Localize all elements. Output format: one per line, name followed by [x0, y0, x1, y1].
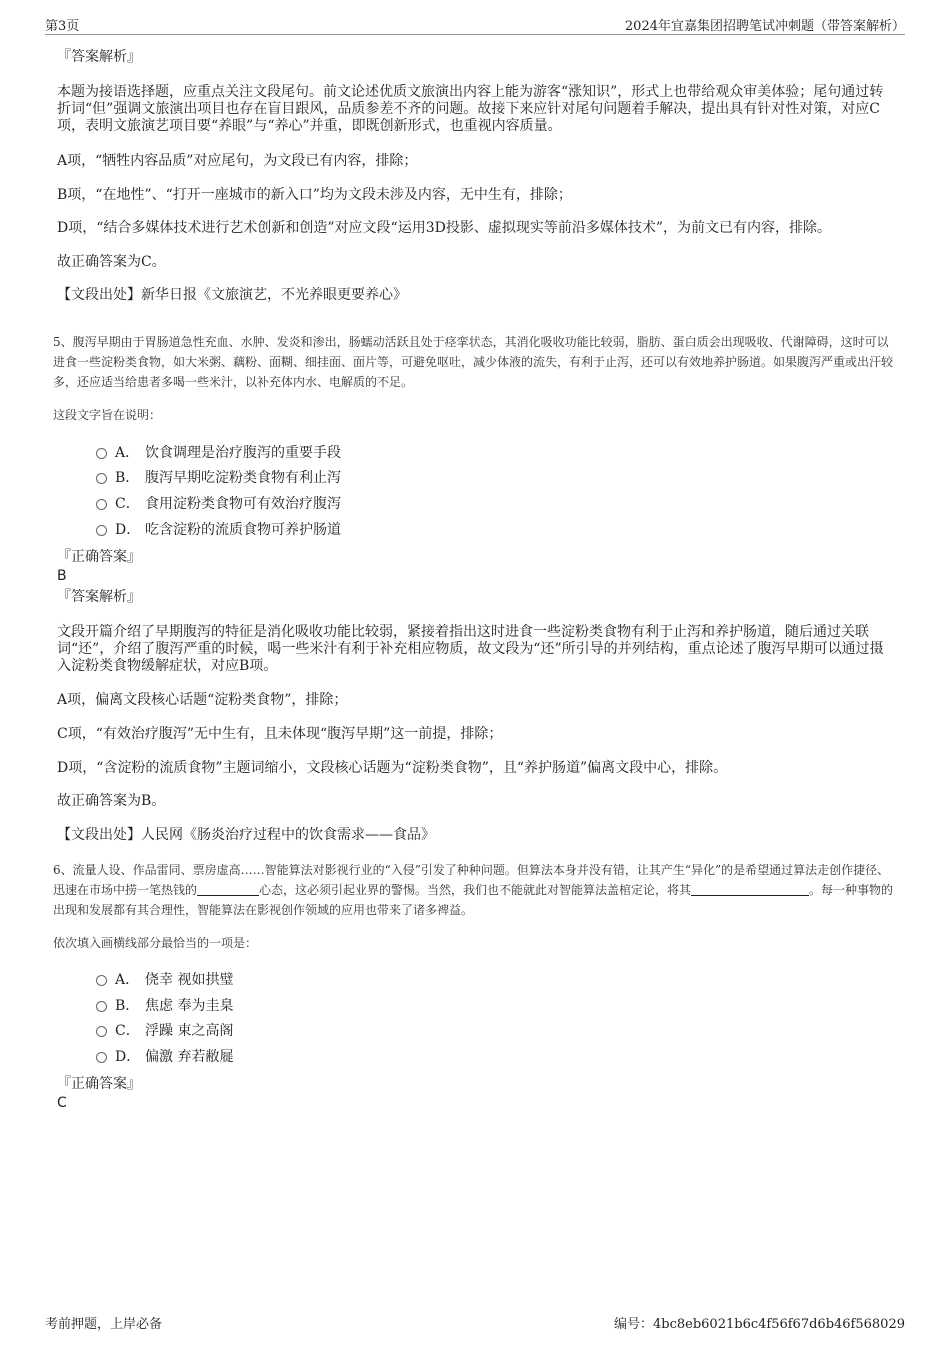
q5-source: 【文段出处】人民网《肠炎治疗过程中的饮食需求——食品》 — [57, 827, 435, 843]
option-text: 浮躁 束之高阁 — [145, 1023, 234, 1039]
fill-blank-1 — [197, 882, 259, 896]
page-number: 第3页 — [45, 19, 80, 34]
option-letter: A． — [115, 445, 140, 461]
q5-analysis: 文段开篇介绍了早期腹泻的特征是消化吸收功能比较弱，紧接着指出这时进食一些淀粉类食物有利于止泻和养护肠道，随后通过关联词“还”，介绍了腹泻严重的时候，喝一些米汁有利于补充相应物质，故文段为“还”所引导的并列结构，重点论述了腹泻早期可以通过摄入淀粉类食物缓解症状，对应B项。 — [57, 624, 884, 674]
option-text: 偏激 弃若敝屣 — [145, 1049, 234, 1065]
radio-icon[interactable] — [96, 448, 107, 459]
option-text: 吃含淀粉的流质食物可养护肠道 — [145, 522, 341, 538]
q6-option-c[interactable] — [96, 1022, 233, 1040]
q6-option-b[interactable] — [96, 997, 233, 1015]
q4-option-d-analysis: D项，“结合多媒体技术进行艺术创新和创造”对应文段“运用3D投影、虚拟现实等前沿多媒体技术”，为前文已有内容，排除。 — [57, 220, 831, 236]
q5-option-c[interactable] — [96, 495, 341, 513]
option-letter: D． — [115, 1049, 141, 1065]
document-title: 2024年宜嘉集团招聘笔试冲刺题（带答案解析） — [624, 19, 905, 34]
radio-icon[interactable] — [96, 1026, 107, 1037]
q4-conclusion: 故正确答案为C。 — [57, 254, 166, 270]
q5-option-a-analysis: A项，偏离文段核心话题“淀粉类食物”，排除； — [57, 692, 348, 708]
q6-stem-part3: 。每一种事物的出现和发展都有其合理性，智能算法在影视创作领域的应用也带来了诸多裨益。 — [53, 883, 894, 917]
option-text: 焦虑 奉为圭臬 — [145, 998, 234, 1014]
q6-stem — [53, 860, 898, 920]
fill-blank-2 — [691, 882, 809, 896]
q5-prompt: 这段文字旨在说明： — [53, 408, 162, 422]
q6-stem-part2: 心态，这必须引起业界的警惕。当然，我们也不能就此对智能算法盖棺定论，将其 — [259, 883, 692, 897]
q6-stem-part1: 6、流量人设、作品雷同、票房虚高……智能算法对影视行业的“入侵”引发了种种问题。但算法本身并没有错，让其产生“异化”的是希望通过算法走创作捷径、迅速在市场中捞一笔热钱的 — [53, 863, 890, 897]
q5-option-a[interactable] — [96, 444, 341, 462]
q4-option-a-analysis: A项，“牺牲内容品质”对应尾句，为文段已有内容，排除； — [57, 153, 418, 169]
radio-icon[interactable] — [96, 1052, 107, 1063]
q5-option-c-analysis: C项，“有效治疗腹泻”无中生有，且未体现“腹泻早期”这一前提，排除； — [57, 726, 503, 742]
q5-answer: B — [57, 568, 67, 584]
radio-icon[interactable] — [96, 499, 107, 510]
q4-source: 【文段出处】新华日报《文旅演艺，不光养眼更要养心》 — [57, 287, 407, 303]
q6-option-a[interactable] — [96, 971, 233, 989]
q5-option-b[interactable] — [96, 469, 341, 487]
radio-icon[interactable] — [96, 975, 107, 986]
option-text: 侥幸 视如拱璧 — [145, 972, 234, 988]
q4-analysis: 本题为接语选择题，应重点关注文段尾句。前文论述优质文旅演出内容上能为游客“涨知识”，形式上也带给观众审美体验；尾句通过转折词“但”强调文旅演出项目也存在盲目跟风，品质参差不齐的问题。故接下来应针对尾句问题着手解决，提出具有针对性对策，对应C项，表明文旅演艺项目要“养眼”与“养心”并重，即既创新形式，也重视内容质量。 — [57, 84, 884, 134]
option-letter: B． — [115, 998, 140, 1014]
option-text: 饮食调理是治疗腹泻的重要手段 — [145, 445, 341, 461]
q6-answer-label: 『正确答案』 — [57, 1076, 141, 1092]
q5-stem: 5、腹泻早期由于胃肠道急性充血、水肿、发炎和渗出，肠蠕动活跃且处于痉挛状态，其消化吸收功能比较弱，脂肪、蛋白质会出现吸收、代谢障碍，这时可以进食一些淀粉类食物，如大米粥、藕粉、面糊、细挂面、面片等，可避免呕吐，减少体液的流失，有利于止泻，还可以有效地养护肠道。如果腹泻严重或出汗较多，还应适当给患者多喝一些米汁，以补充体内水、电解质的不足。 — [53, 335, 894, 389]
option-letter: C． — [115, 496, 140, 512]
q5-option-d[interactable] — [96, 521, 341, 539]
q6-prompt: 依次填入画横线部分最恰当的一项是： — [53, 936, 258, 950]
q5-conclusion: 故正确答案为B。 — [57, 793, 166, 809]
option-letter: C． — [115, 1023, 140, 1039]
option-text: 腹泻早期吃淀粉类食物有利止泻 — [145, 470, 341, 486]
q4-option-b-analysis: B项，“在地性”、“打开一座城市的新入口”均为文段未涉及内容，无中生有，排除； — [57, 187, 572, 203]
page-header — [45, 14, 905, 35]
q4-analysis-label: 『答案解析』 — [57, 49, 141, 65]
q6-answer: C — [57, 1095, 67, 1111]
q6-option-d[interactable] — [96, 1048, 233, 1066]
q5-analysis-label: 『答案解析』 — [57, 589, 141, 605]
q5-option-d-analysis: D项，“含淀粉的流质食物”主题词缩小，文段核心话题为“淀粉类食物”，且“养护肠道”偏离文段中心，排除。 — [57, 760, 728, 776]
q5-answer-label: 『正确答案』 — [57, 549, 141, 565]
option-letter: B． — [115, 470, 140, 486]
radio-icon[interactable] — [96, 525, 107, 536]
footer-slogan: 考前押题，上岸必备 — [45, 1317, 163, 1332]
document-id: 编号：4bc8eb6021b6c4f56f67d6b46f568029 — [614, 1317, 905, 1332]
radio-icon[interactable] — [96, 473, 107, 484]
option-letter: A． — [115, 972, 140, 988]
option-text: 食用淀粉类食物可有效治疗腹泻 — [145, 496, 341, 512]
option-letter: D． — [115, 522, 141, 538]
radio-icon[interactable] — [96, 1001, 107, 1012]
